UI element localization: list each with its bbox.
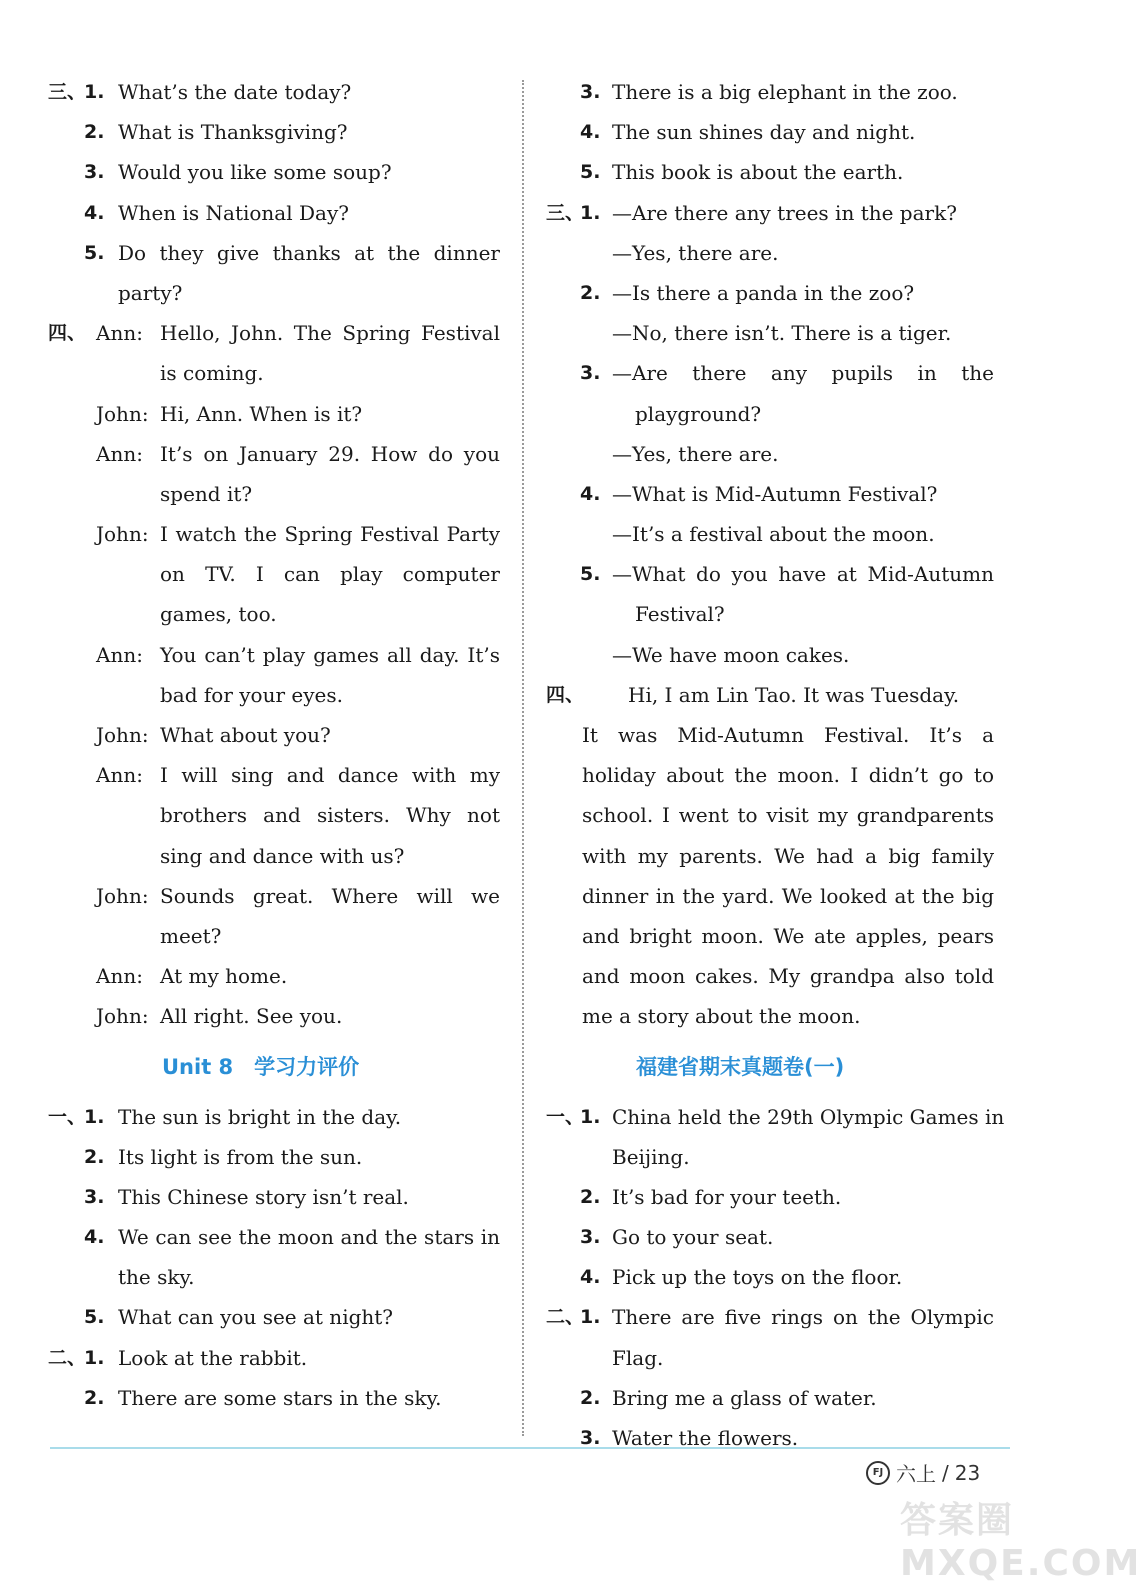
item-number: 2. [84,1145,105,1168]
speaker-name: Ann: [96,321,143,346]
item-number: 5. [84,1306,105,1329]
answer-text: —What do you have at Mid-Autumn [612,562,994,587]
answer-line [546,996,996,1036]
answer-text: —Are there any pupils in the [612,361,994,386]
answer-line [48,112,503,152]
answer-text: What’s the date today? [118,80,352,104]
answer-text: school. I went to visit my grandparents [582,803,994,828]
answer-text: What about you? [160,723,331,747]
answer-text: This book is about the earth. [612,160,904,185]
section-heading: 福建省期末真题卷(一) [636,1054,845,1079]
answer-line [546,1177,996,1217]
answer-line [48,72,503,112]
answer-line [546,956,996,996]
answer-line [546,1338,996,1378]
page-separator: / [942,1460,949,1485]
grade-label: 六上 [896,1462,936,1486]
answer-line [48,1378,503,1418]
answer-text: The sun shines day and night. [612,120,916,145]
answer-text: There are some stars in the sky. [118,1385,442,1410]
item-number: 1. [84,1105,105,1128]
answer-text: All right. See you. [160,1004,343,1029]
answer-text: It’s on January 29. How do you [160,441,500,466]
answer-line [546,313,996,353]
speaker-name: John: [96,1004,149,1029]
answer-line [546,1378,996,1418]
answer-text: meet? [160,923,222,948]
answer-text: Flag. [612,1345,664,1370]
answer-text: —Yes, there are. [612,441,779,466]
answer-text: Look at the rabbit. [118,1345,308,1370]
answer-text: —No, there isn’t. There is a tiger. [612,321,952,346]
answer-line [48,635,503,675]
answer-line [546,1297,996,1337]
answer-text: I will sing and dance with my [160,763,500,788]
answer-line [48,836,503,876]
answer-line [48,152,503,192]
answer-text: games, too. [160,602,277,627]
speaker-name: John: [96,883,149,908]
answer-line [546,554,996,594]
section-number: 三、 [546,201,585,224]
answer-text: Would you like some soup? [118,160,392,185]
section-number: 二、 [546,1306,585,1329]
answer-line [48,876,503,916]
answer-line [546,1257,996,1297]
item-number: 5. [84,241,105,264]
answer-text: Sounds great. Where will we [160,883,500,908]
item-number: 4. [580,1266,601,1289]
answer-line [546,594,996,634]
item-number: 3. [580,1427,601,1449]
answer-text: —Are there any trees in the park? [612,200,957,225]
answer-text: At my home. [160,964,288,989]
answer-line [546,916,996,956]
speaker-name: John: [96,522,149,547]
answer-line [48,916,503,956]
answer-text: Hello, John. The Spring Festival [160,321,500,346]
answer-line [48,675,503,715]
answer-line [48,795,503,835]
answer-line [546,193,996,233]
speaker-name: Ann: [96,763,143,788]
answer-text: is coming. [160,361,264,386]
answer-text: Do they give thanks at the dinner [118,240,500,265]
answer-line [546,394,996,434]
watermark-logo: 答案圈 MXQE.COM [900,1500,1141,1584]
answer-text: There is a big elephant in the zoo. [612,80,958,104]
section-number: 四、 [546,683,585,706]
answer-text: It’s bad for your teeth. [612,1184,842,1209]
answer-text: Pick up the toys on the floor. [612,1265,903,1290]
answer-text: Bring me a glass of water. [612,1385,877,1410]
answer-line [48,996,503,1036]
item-number: 3. [580,81,601,103]
answer-line [546,1097,1005,1137]
item-number: 1. [580,1105,601,1128]
answer-line [48,956,503,996]
answer-text: party? [118,280,183,305]
section-number: 二、 [48,1346,87,1369]
answer-line [546,514,996,554]
column-divider [522,80,524,1436]
answer-text: Water the flowers. [612,1426,799,1450]
answer-text: Festival? [635,602,725,627]
item-number: 2. [84,1386,105,1409]
answer-text: sing and dance with us? [160,843,405,868]
answer-line [48,1097,503,1137]
answer-line [48,514,503,554]
speaker-name: Ann: [96,441,143,466]
item-number: 5. [580,563,601,586]
answer-line [48,1338,503,1378]
item-number: 3. [84,1185,105,1208]
answer-text: spend it? [160,481,253,506]
speaker-name: John: [96,401,149,426]
speaker-name: Ann: [96,642,143,667]
item-number: 2. [580,281,601,304]
item-number: 1. [580,201,601,224]
answer-line [546,434,996,474]
answer-text: —It’s a festival about the moon. [612,522,935,547]
answer-line [546,755,996,795]
item-number: 5. [580,161,601,184]
page-number: 23 [954,1460,981,1485]
item-number: 4. [580,482,601,505]
answer-line [48,715,503,755]
answer-line [546,72,996,112]
item-number: 3. [84,161,105,184]
answer-line [48,474,503,514]
answer-line [546,273,996,313]
answer-line [546,1217,996,1257]
answer-text: the sky. [118,1265,195,1290]
answer-line [546,353,996,393]
answer-line [48,1137,503,1177]
answer-text: brothers and sisters. Why not [160,803,500,828]
item-number: 3. [580,362,601,385]
answer-line [546,635,996,675]
answer-line [48,233,503,273]
answer-line [546,715,996,755]
answer-text: dinner in the yard. We looked at the big [582,883,994,908]
answer-line [48,394,503,434]
answer-text: I watch the Spring Festival Party [160,522,500,547]
answer-text: Hi, I am Lin Tao. It was Tuesday. [628,682,960,707]
item-number: 1. [580,1306,601,1329]
answer-text: me a story about the moon. [582,1004,861,1029]
section-number: 四、 [48,322,87,345]
answer-line [546,152,996,192]
section-number: 一、 [48,1105,87,1128]
answer-text: It was Mid-Autumn Festival. It’s a [582,723,994,747]
answer-line [546,1137,996,1177]
item-number: 2. [84,121,105,144]
answer-line [48,1217,503,1257]
answer-text: This Chinese story isn’t real. [118,1184,409,1209]
answer-line [48,594,503,634]
answer-text: with my parents. We had a big family [582,843,994,868]
answer-line [48,755,503,795]
answer-line [546,474,996,514]
answer-text: Go to your seat. [612,1225,774,1250]
answer-line [546,876,996,916]
answer-text: —We have moon cakes. [612,642,850,667]
answer-text: When is National Day? [118,200,349,225]
answer-line [546,233,996,273]
speaker-name: Ann: [96,964,143,989]
item-number: 4. [84,201,105,224]
left-column [48,72,503,1418]
answer-text: Hi, Ann. When is it? [160,401,363,426]
answer-text: Its light is from the sun. [118,1144,363,1169]
answer-line [48,273,503,313]
answer-text: bad for your eyes. [160,682,343,707]
right-column [546,72,1005,1458]
answer-text: China held the 29th Olympic Games in [612,1104,1005,1129]
answer-text: and bright moon. We ate apples, pears [582,923,994,948]
item-number: 3. [580,1226,601,1249]
answer-line [546,675,996,715]
item-number: 1. [84,81,105,103]
footer-divider [50,1447,1010,1449]
answer-text: and moon cakes. My grandpa also told [582,964,994,989]
answer-text: playground? [635,401,762,426]
item-number: 1. [84,1346,105,1369]
answer-line [48,1177,503,1217]
item-number: 4. [580,121,601,144]
answer-line [48,313,503,353]
answer-text: We can see the moon and the stars in [118,1225,500,1250]
answer-line [546,112,996,152]
answer-text: —Is there a panda in the zoo? [612,280,915,305]
item-number: 2. [580,1386,601,1409]
answer-text: Beijing. [612,1144,690,1169]
answer-text: holiday about the moon. I didn’t go to [582,763,994,788]
section-number: 一、 [546,1105,585,1128]
answer-text: There are five rings on the Olympic [612,1305,994,1330]
answer-text: What can you see at night? [118,1305,394,1330]
answer-text: What is Thanksgiving? [118,120,348,145]
answer-text: —Yes, there are. [612,240,779,265]
answer-line [48,193,503,233]
answer-line [48,353,503,393]
section-heading: Unit 8 学习力评价 [162,1054,360,1079]
fj-badge-icon: FJ [866,1461,890,1485]
answer-line [546,1418,996,1458]
item-number: 2. [580,1185,601,1208]
answer-text: You can’t play games all day. It’s [160,642,500,667]
answer-line [48,1297,503,1337]
answer-line [48,554,503,594]
answer-line [48,434,503,474]
answer-line [546,795,996,835]
answer-line [48,1257,503,1297]
speaker-name: John: [96,723,149,747]
answer-line [546,836,996,876]
answer-text: —What is Mid-Autumn Festival? [612,481,938,506]
answer-text: The sun is bright in the day. [118,1104,402,1129]
page-footer [866,1458,980,1487]
answer-text: on TV. I can play computer [160,562,500,587]
section-number: 三、 [48,81,87,103]
item-number: 4. [84,1226,105,1249]
